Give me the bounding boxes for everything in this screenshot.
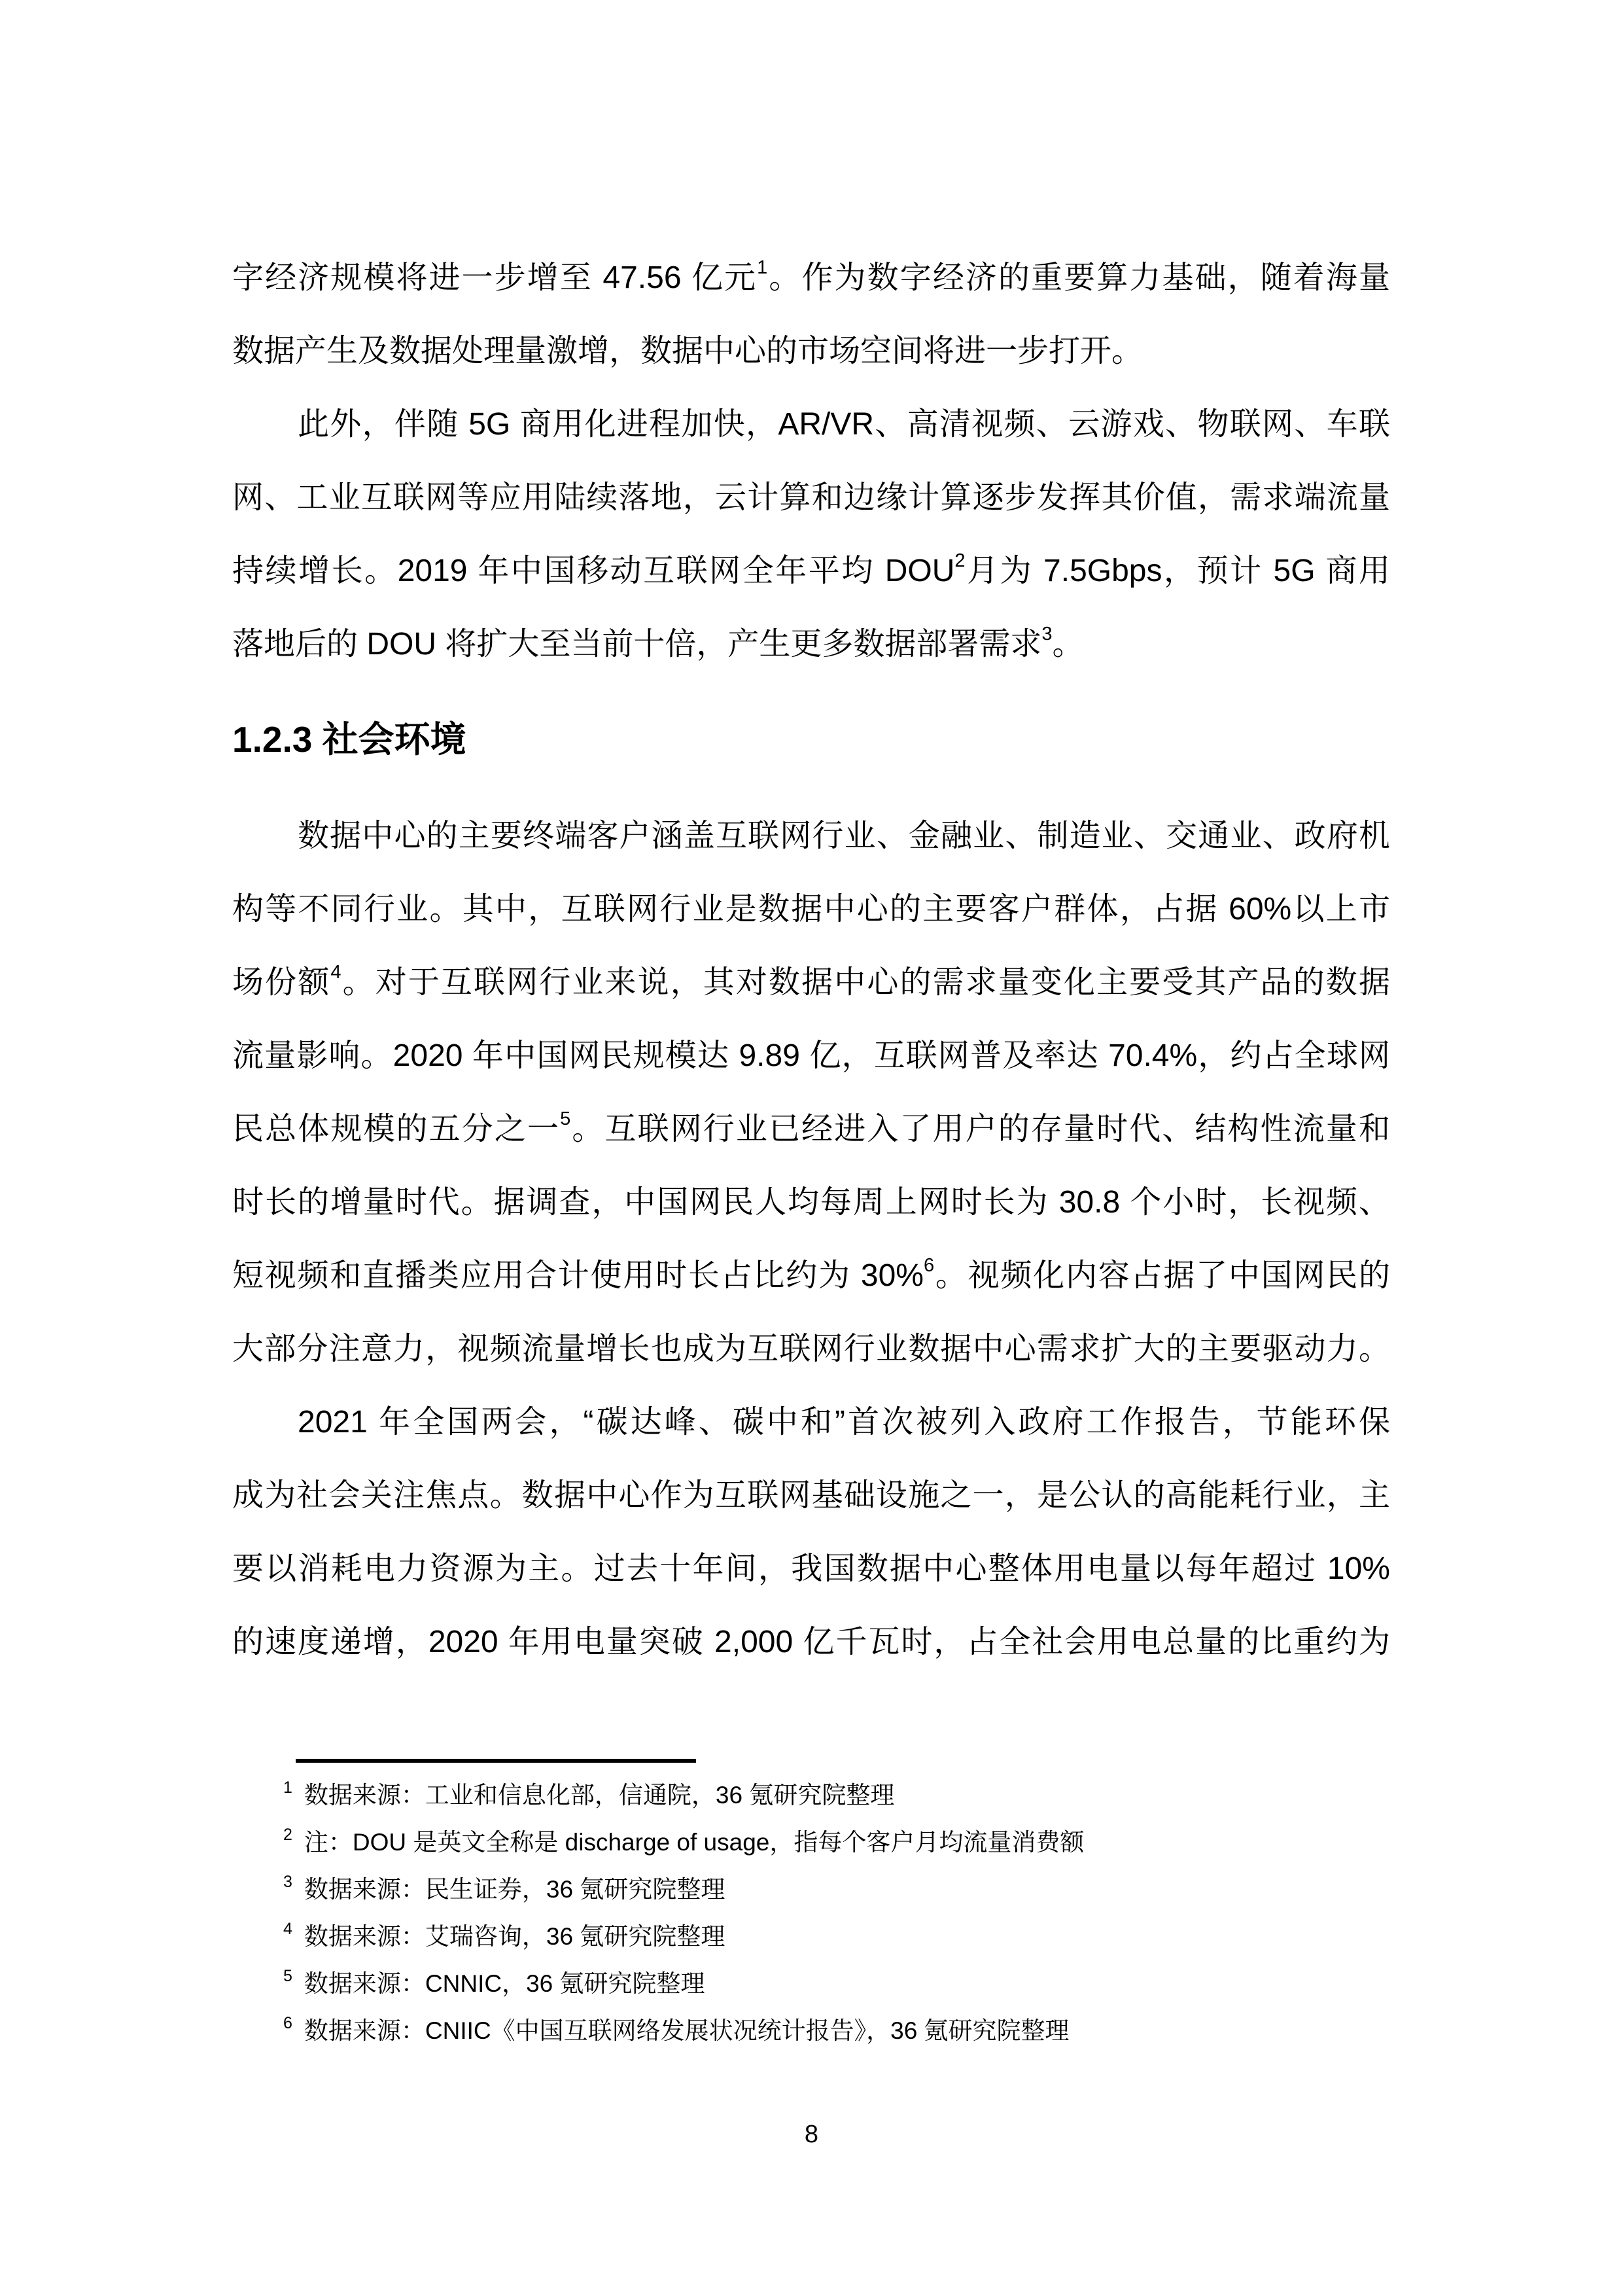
- text-run: 数据产生及数据处理量激增，数据中心的市场空间将进一步打开。: [232, 334, 1143, 368]
- text-run: 。: [1052, 627, 1084, 662]
- text-run: 时长的增量时代。据调查，中国网民人均每周上网时长为 30.8 个小时，长视频、: [232, 1185, 1390, 1220]
- text-run: 。互联网行业已经进入了用户的存量时代、结构性流量和: [570, 1112, 1390, 1146]
- text-run: 此外，伴随 5G 商用化进程加快，AR/VR、高清视频、云游戏、物联网、车联: [298, 407, 1390, 442]
- body-line: [232, 608, 1390, 681]
- text-run: 流量影响。2020 年中国网民规模达 9.89 亿，互联网普及率达 70.4%，约占全球网: [232, 1038, 1390, 1073]
- body-line: [232, 388, 1390, 461]
- text-run: 2021 年全国两会，“碳达峰、碳中和”首次被列入政府工作报告，节能环保: [298, 1405, 1390, 1439]
- text-run: 月为 7.5Gbps，预计 5G 商用: [965, 554, 1390, 588]
- footnote-number: 1: [283, 1778, 292, 1797]
- text-run: 。视频化内容占据了中国网民的: [934, 1258, 1390, 1293]
- footnote: [283, 1866, 1408, 1913]
- footnote-number: 5: [283, 1967, 292, 1985]
- footnote-text: 数据来源：民生证券，36 氪研究院整理: [304, 1876, 725, 1903]
- footnote-number: 3: [283, 1873, 292, 1891]
- text-run: 字经济规模将进一步增至 47.56 亿元: [232, 260, 758, 295]
- footnote-ref: 6: [923, 1255, 935, 1276]
- paragraph-1: [232, 241, 1390, 388]
- footnote: [283, 1772, 1408, 1819]
- body-line: [232, 315, 1390, 388]
- paragraph-3: [232, 800, 1390, 1386]
- paragraph-4: [232, 1386, 1390, 1679]
- body-line: [232, 241, 1390, 315]
- footnote-text: 数据来源：工业和信息化部，信通院，36 氪研究院整理: [304, 1782, 895, 1809]
- footnote-ref: 5: [560, 1108, 571, 1129]
- body-line: [232, 946, 1390, 1019]
- body-line: [232, 1019, 1390, 1093]
- footnote-separator: [296, 1759, 696, 1763]
- body-line: [232, 1459, 1390, 1532]
- footnote-text: 注：DOU 是英文全称是 discharge of usage，指每个客户月均流量消费额: [304, 1829, 1085, 1856]
- footnote: [283, 1819, 1408, 1866]
- footnote-text: 数据来源：CNNIC，36 氪研究院整理: [304, 1970, 705, 1997]
- text-run: 落地后的 DOU 将扩大至当前十倍，产生更多数据部署需求: [232, 627, 1042, 662]
- footnote-number: 4: [283, 1920, 292, 1938]
- paragraph-2: [232, 388, 1390, 681]
- text-run: 构等不同行业。其中，互联网行业是数据中心的主要客户群体，占据 60%以上市: [232, 892, 1390, 927]
- text-run: 网、工业互联网等应用陆续落地，云计算和边缘计算逐步发挥其价值，需求端流量: [232, 480, 1390, 515]
- section-heading: 1.2.3 社会环境: [232, 719, 466, 760]
- body-line: [232, 1386, 1390, 1459]
- text-run: 。对于互联网行业来说，其对数据中心的需求量变化主要受其产品的数据: [341, 965, 1390, 1000]
- footnote-text: 数据来源：CNIIC《中国互联网络发展状况统计报告》，36 氪研究院整理: [304, 2017, 1070, 2044]
- text-run: 持续增长。2019 年中国移动互联网全年平均 DOU: [232, 554, 955, 588]
- footnote: [283, 2007, 1408, 2055]
- text-run: 。作为数字经济的重要算力基础，随着海量: [767, 260, 1390, 295]
- footnote: [283, 1913, 1408, 1960]
- text-run: 短视频和直播类应用合计使用时长占比约为 30%: [232, 1258, 924, 1293]
- body-line: [232, 1166, 1390, 1239]
- text-run: 成为社会关注焦点。数据中心作为互联网基础设施之一，是公认的高能耗行业，主: [232, 1478, 1390, 1513]
- body-line: [232, 800, 1390, 873]
- footnote-text: 数据来源：艾瑞咨询，36 氪研究院整理: [304, 1923, 725, 1950]
- footnotes: [283, 1772, 1408, 2055]
- body-line: [232, 1313, 1390, 1386]
- footnote-number: 6: [283, 2014, 292, 2032]
- body-line: [232, 1606, 1390, 1679]
- body-line: [232, 461, 1390, 535]
- page-number: 8: [804, 2121, 819, 2148]
- text-run: 场份额: [232, 965, 331, 1000]
- body-line: [232, 535, 1390, 608]
- footnote-ref: 3: [1041, 624, 1053, 645]
- body-line: [232, 873, 1390, 946]
- body-line: [232, 1532, 1390, 1606]
- footnote-number: 2: [283, 1826, 292, 1844]
- body-line: [232, 1093, 1390, 1166]
- footnote-ref: 2: [954, 550, 966, 571]
- text-run: 的速度递增，2020 年用电量突破 2,000 亿千瓦时，占全社会用电总量的比重约为: [232, 1625, 1390, 1659]
- text-run: 大部分注意力，视频流量增长也成为互联网行业数据中心需求扩大的主要驱动力。: [232, 1332, 1390, 1366]
- footnote: [283, 1960, 1408, 2007]
- text-run: 数据中心的主要终端客户涵盖互联网行业、金融业、制造业、交通业、政府机: [298, 819, 1390, 853]
- footnote-ref: 1: [757, 257, 768, 278]
- text-run: 要以消耗电力资源为主。过去十年间，我国数据中心整体用电量以每年超过 10%: [232, 1551, 1390, 1586]
- text-run: 民总体规模的五分之一: [232, 1112, 561, 1146]
- footnote-ref: 4: [330, 962, 341, 983]
- body-line: [232, 1239, 1390, 1313]
